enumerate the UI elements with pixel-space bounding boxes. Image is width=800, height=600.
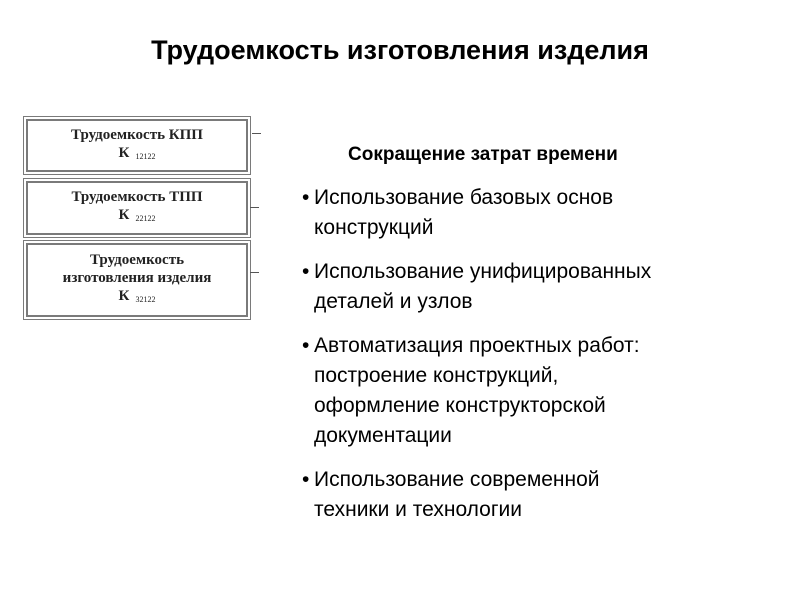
list-item-line: Автоматизация проектных работ:	[314, 334, 640, 357]
box-manufacturing-k: К	[118, 288, 130, 304]
bullet-marker: •	[302, 468, 310, 491]
bullet-marker: •	[302, 260, 310, 283]
list-item	[302, 257, 782, 317]
box-manufacturing	[26, 243, 248, 317]
box-kpp	[26, 119, 248, 172]
box-tpp	[26, 181, 248, 235]
measures-list	[302, 183, 782, 539]
box-tpp-subscript: 22122	[135, 214, 156, 223]
list-item-line: Использование базовых основ	[314, 186, 614, 209]
list-item-line: документации	[314, 424, 452, 447]
box-tpp-label: Трудоемкость ТПП	[71, 189, 203, 205]
box-kpp-label: Трудоемкость КПП	[71, 126, 203, 143]
box-tpp-k: К	[118, 207, 130, 223]
bullet-marker: •	[302, 186, 310, 209]
list-item-line: Использование современной	[314, 468, 600, 491]
list-item-line: деталей и узлов	[314, 290, 473, 313]
box-kpp-k: К	[118, 144, 130, 161]
box-kpp-subscript: 12122	[135, 151, 156, 161]
box-manufacturing-connector	[250, 272, 259, 273]
list-item	[302, 183, 782, 243]
list-item-line: оформление конструкторской	[314, 394, 606, 417]
section-heading: Сокращение затрат времени	[348, 144, 618, 165]
list-item	[302, 331, 782, 451]
box-tpp-coefficient	[28, 206, 246, 228]
list-item	[302, 465, 782, 525]
box-manufacturing-label-1: Трудоемкость	[90, 252, 184, 268]
bullet-marker: •	[302, 334, 310, 357]
box-kpp-coefficient	[28, 144, 246, 166]
box-manufacturing-subscript: 32122	[135, 295, 156, 304]
list-item-line: техники и технологии	[314, 498, 522, 521]
list-item-line: конструкций	[314, 216, 434, 239]
list-item-line: Использование унифицированных	[314, 260, 652, 283]
slide-title: Трудоемкость изготовления изделия	[151, 35, 649, 65]
box-tpp-connector	[250, 207, 259, 208]
box-manufacturing-label-2: изготовления изделия	[62, 270, 212, 286]
list-item-line: построение конструкций,	[314, 364, 559, 387]
box-kpp-connector	[252, 133, 261, 134]
box-manufacturing-coefficient	[28, 287, 246, 309]
